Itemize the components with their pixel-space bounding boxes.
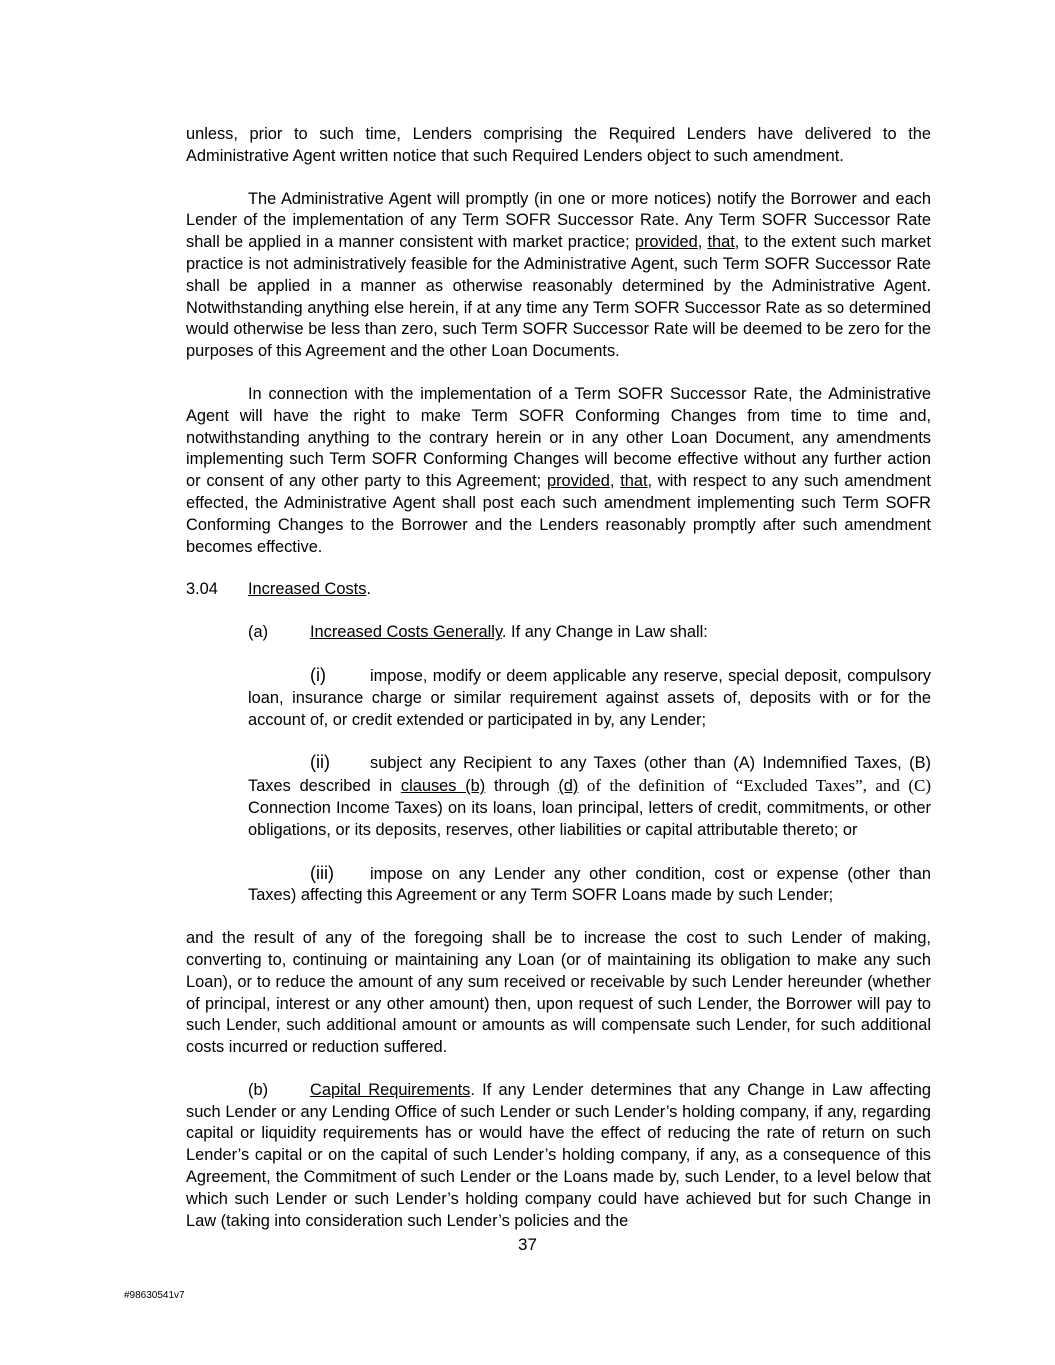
subsection-a-title: Increased Costs Generally	[310, 623, 502, 642]
clause-ii	[248, 752, 931, 841]
clause-i-label: (i)	[310, 664, 326, 685]
notice-separator: ,	[697, 233, 708, 252]
that-term: that	[620, 472, 648, 491]
section-period: .	[366, 580, 371, 599]
clause-i-text: impose, modify or deem applicable any reserve, special deposit, compulsory loan, insurance charge or similar requirement against assets of, deposits with or for the account of, or credit extended or participated in by, any Lender;	[248, 666, 931, 729]
clause-ii-text-2: Connection Income Taxes) on its loans, loan principal, letters of credit, commitments, or other obligations, or its deposits, reserves, other liabilities or capital attributable thereto; or	[248, 798, 931, 839]
clause-iii-text: impose on any Lender any other condition, cost or expense (other than Taxes) affecting this Agreement or any Term SOFR Loans made by such Lender;	[248, 864, 931, 905]
clause-iii	[248, 863, 931, 908]
paragraph-successor-rate-notice	[186, 189, 931, 363]
section-heading	[186, 579, 931, 601]
subsection-b-paragraph	[186, 1080, 931, 1233]
clause-ii-label: (ii)	[310, 752, 330, 773]
clause-ii-text-1: subject any Recipient to any Taxes (other than (A) Indemnified Taxes, (B) Taxes described in	[248, 754, 931, 796]
provided-term: provided	[546, 472, 610, 491]
paragraph-continuation: unless, prior to such time, Lenders comprising the Required Lenders have delivered to the Administrative Agent written notice that such Required Lenders object to such amendment.	[186, 125, 931, 165]
subsection-a-text: . If any Change in Law shall:	[501, 623, 708, 642]
provided-term: provided	[634, 233, 698, 252]
paragraph-result: and the result of any of the foregoing shall be to increase the cost to such Lender of making, converting to, continuing or maintaining any Loan (or of maintaining its obligation to make any such Loan), or to reduce the amount of any sum received or receivable by such Lender hereunder (whether of principal, interest or any other amount) then, upon request of such Lender, the Borrower will pay to such Lender, such additional amount or amounts as will compensate such Lender, for such additional costs incurred or reduction suffered.	[186, 929, 931, 1057]
conforming-separator: ,	[609, 472, 621, 491]
subsection-b-title: Capital Requirements	[310, 1080, 471, 1099]
subsection-a-heading	[248, 622, 931, 644]
section-title: Increased Costs	[248, 580, 367, 599]
section-number: 3.04	[186, 580, 218, 599]
paragraph-conforming-changes	[186, 384, 931, 558]
that-term: that	[707, 233, 735, 252]
document-id: #98630541v7	[124, 1290, 185, 1301]
conforming-text-2: , with respect to any such amendment effected, the Administrative Agent shall post each such amendment implementing such Term SOFR Conforming Changes to the Borrower and the Lenders reasonably promptly after such amendment becomes effective.	[186, 472, 931, 556]
page-number: 37	[518, 1235, 537, 1254]
subsection-b-text: . If any Lender determines that any Change in Law affecting such Lender or any Lending Office of such Lender or such Lender’s holding company, if any, regarding capital or liquidity requirements has or would have the effect of reducing the rate of return on such Lender’s capital or on the capital of such Lender’s holding company, if any, as a consequence of this Agreement, the Commitment of such Lender or the Loans made by, such Lender, to a level below that which such Lender or such Lender’s holding company could have achieved but for such Change in Law (taking into consideration such Lender’s policies and the	[186, 1080, 932, 1230]
subsection-b-label: (b)	[248, 1080, 269, 1099]
clause-iii-label: (iii)	[310, 862, 334, 883]
conforming-text-1: In connection with the implementation of a Term SOFR Successor Rate, the Administrative Agent will have the right to make Term SOFR Conforming Changes from time to time and, notwithstanding anything to the contrary herein or in any other Loan Document, any amendments implementing such Term SOFR Conforming Changes will become effective without any further action or consent of any other party to this Agreement;	[186, 384, 931, 491]
clause-d-reference: (d)	[558, 777, 579, 796]
document-body	[186, 124, 931, 1253]
clauses-b-reference: clauses (b)	[400, 777, 486, 796]
excluded-taxes-reference: of the definition of “Excluded Taxes”, and (C)	[578, 776, 931, 796]
subsection-a-label: (a)	[248, 623, 269, 642]
section-title-wrap	[248, 579, 371, 601]
clause-i	[248, 665, 931, 731]
clause-ii-through: through	[485, 777, 559, 796]
notice-text-1: The Administrative Agent will promptly (in one or more notices) notify the Borrower and each Lender of the implementation of any Term SOFR Successor Rate. Any Term SOFR Successor Rate shall be applied in a manner consistent with market practice;	[186, 189, 931, 252]
subsection-a-body	[310, 622, 708, 644]
notice-text-2: , to the extent such market practice is not administratively feasible for the Administrative Agent, such Term SOFR Successor Rate shall be applied in a manner as otherwise reasonably determined by the Administrative Agent. Notwithstanding anything else herein, if at any time any Term SOFR Successor Rate as so determined would otherwise be less than zero, such Term SOFR Successor Rate will be deemed to be zero for the purposes of this Agreement and the other Loan Documents.	[186, 233, 931, 361]
